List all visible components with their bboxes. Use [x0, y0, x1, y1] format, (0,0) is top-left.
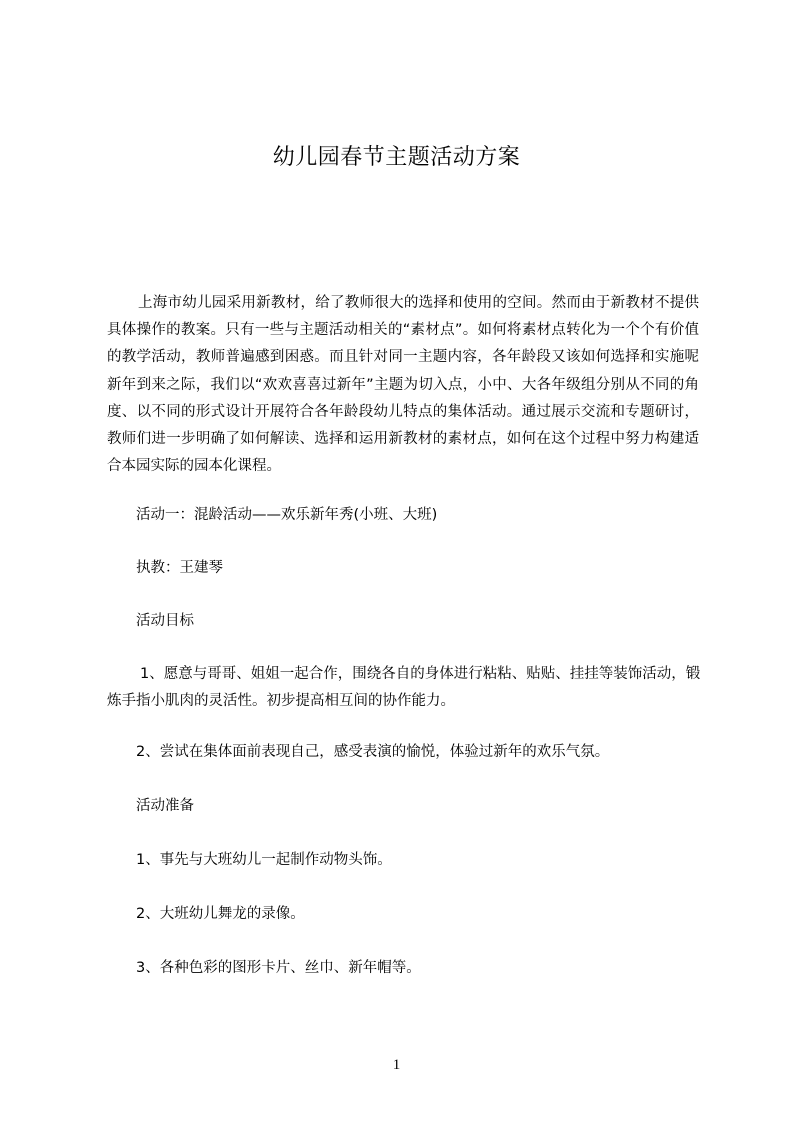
goal-1-paragraph: 1、愿意与哥哥、姐姐一起合作，围绕各自的身体进行粘粘、贴贴、挂挂等装饰活动，锻炼手指小肌肉的灵活性。初步提高相互间的协作能力。 [107, 666, 701, 710]
goals-heading: 活动目标 [136, 613, 194, 629]
intro-paragraph: 上海市幼儿园采用新教材，给了教师很大的选择和使用的空间。然而由于新教材不提供具体操作的教案。只有一些与主题活动相关的“素材点”。如何将素材点转化为一个个有价值的教学活动，教师普遍感到困惑。而且针对同一主题内容，各年龄段又该如何选择和实施呢新年到来之际，我们以“欢欢喜喜过新年”主题为切入点，小中、大各年级组分别从不同的角度、以不同的形式设计开展符合各年龄段幼儿特点的集体活动。通过展示交流和专题研讨，教师们进一步明确了如何解读、选择和运用新教材的素材点，如何在这个过程中努力构建适合本园实际的园本化课程。 [107, 295, 699, 475]
teacher-line: 执教：王建琴 [136, 560, 223, 576]
prep-item-2: 2、大班幼儿舞龙的录像。 [136, 906, 305, 922]
prep-heading: 活动准备 [136, 798, 194, 814]
page-number: 1 [392, 1057, 401, 1073]
prep-item-1: 1、事先与大班幼儿一起制作动物头饰。 [136, 852, 392, 868]
activity-heading: 活动一：混龄活动——欢乐新年秀(小班、大班) [136, 507, 438, 523]
goal-2-paragraph: 2、尝试在集体面前表现自己，感受表演的愉悦，体验过新年的欢乐气氛。 [136, 744, 610, 760]
document-title: 幼儿园春节主题活动方案 [272, 145, 521, 170]
prep-item-3: 3、各种色彩的图形卡片、丝巾、新年帽等。 [136, 960, 421, 976]
